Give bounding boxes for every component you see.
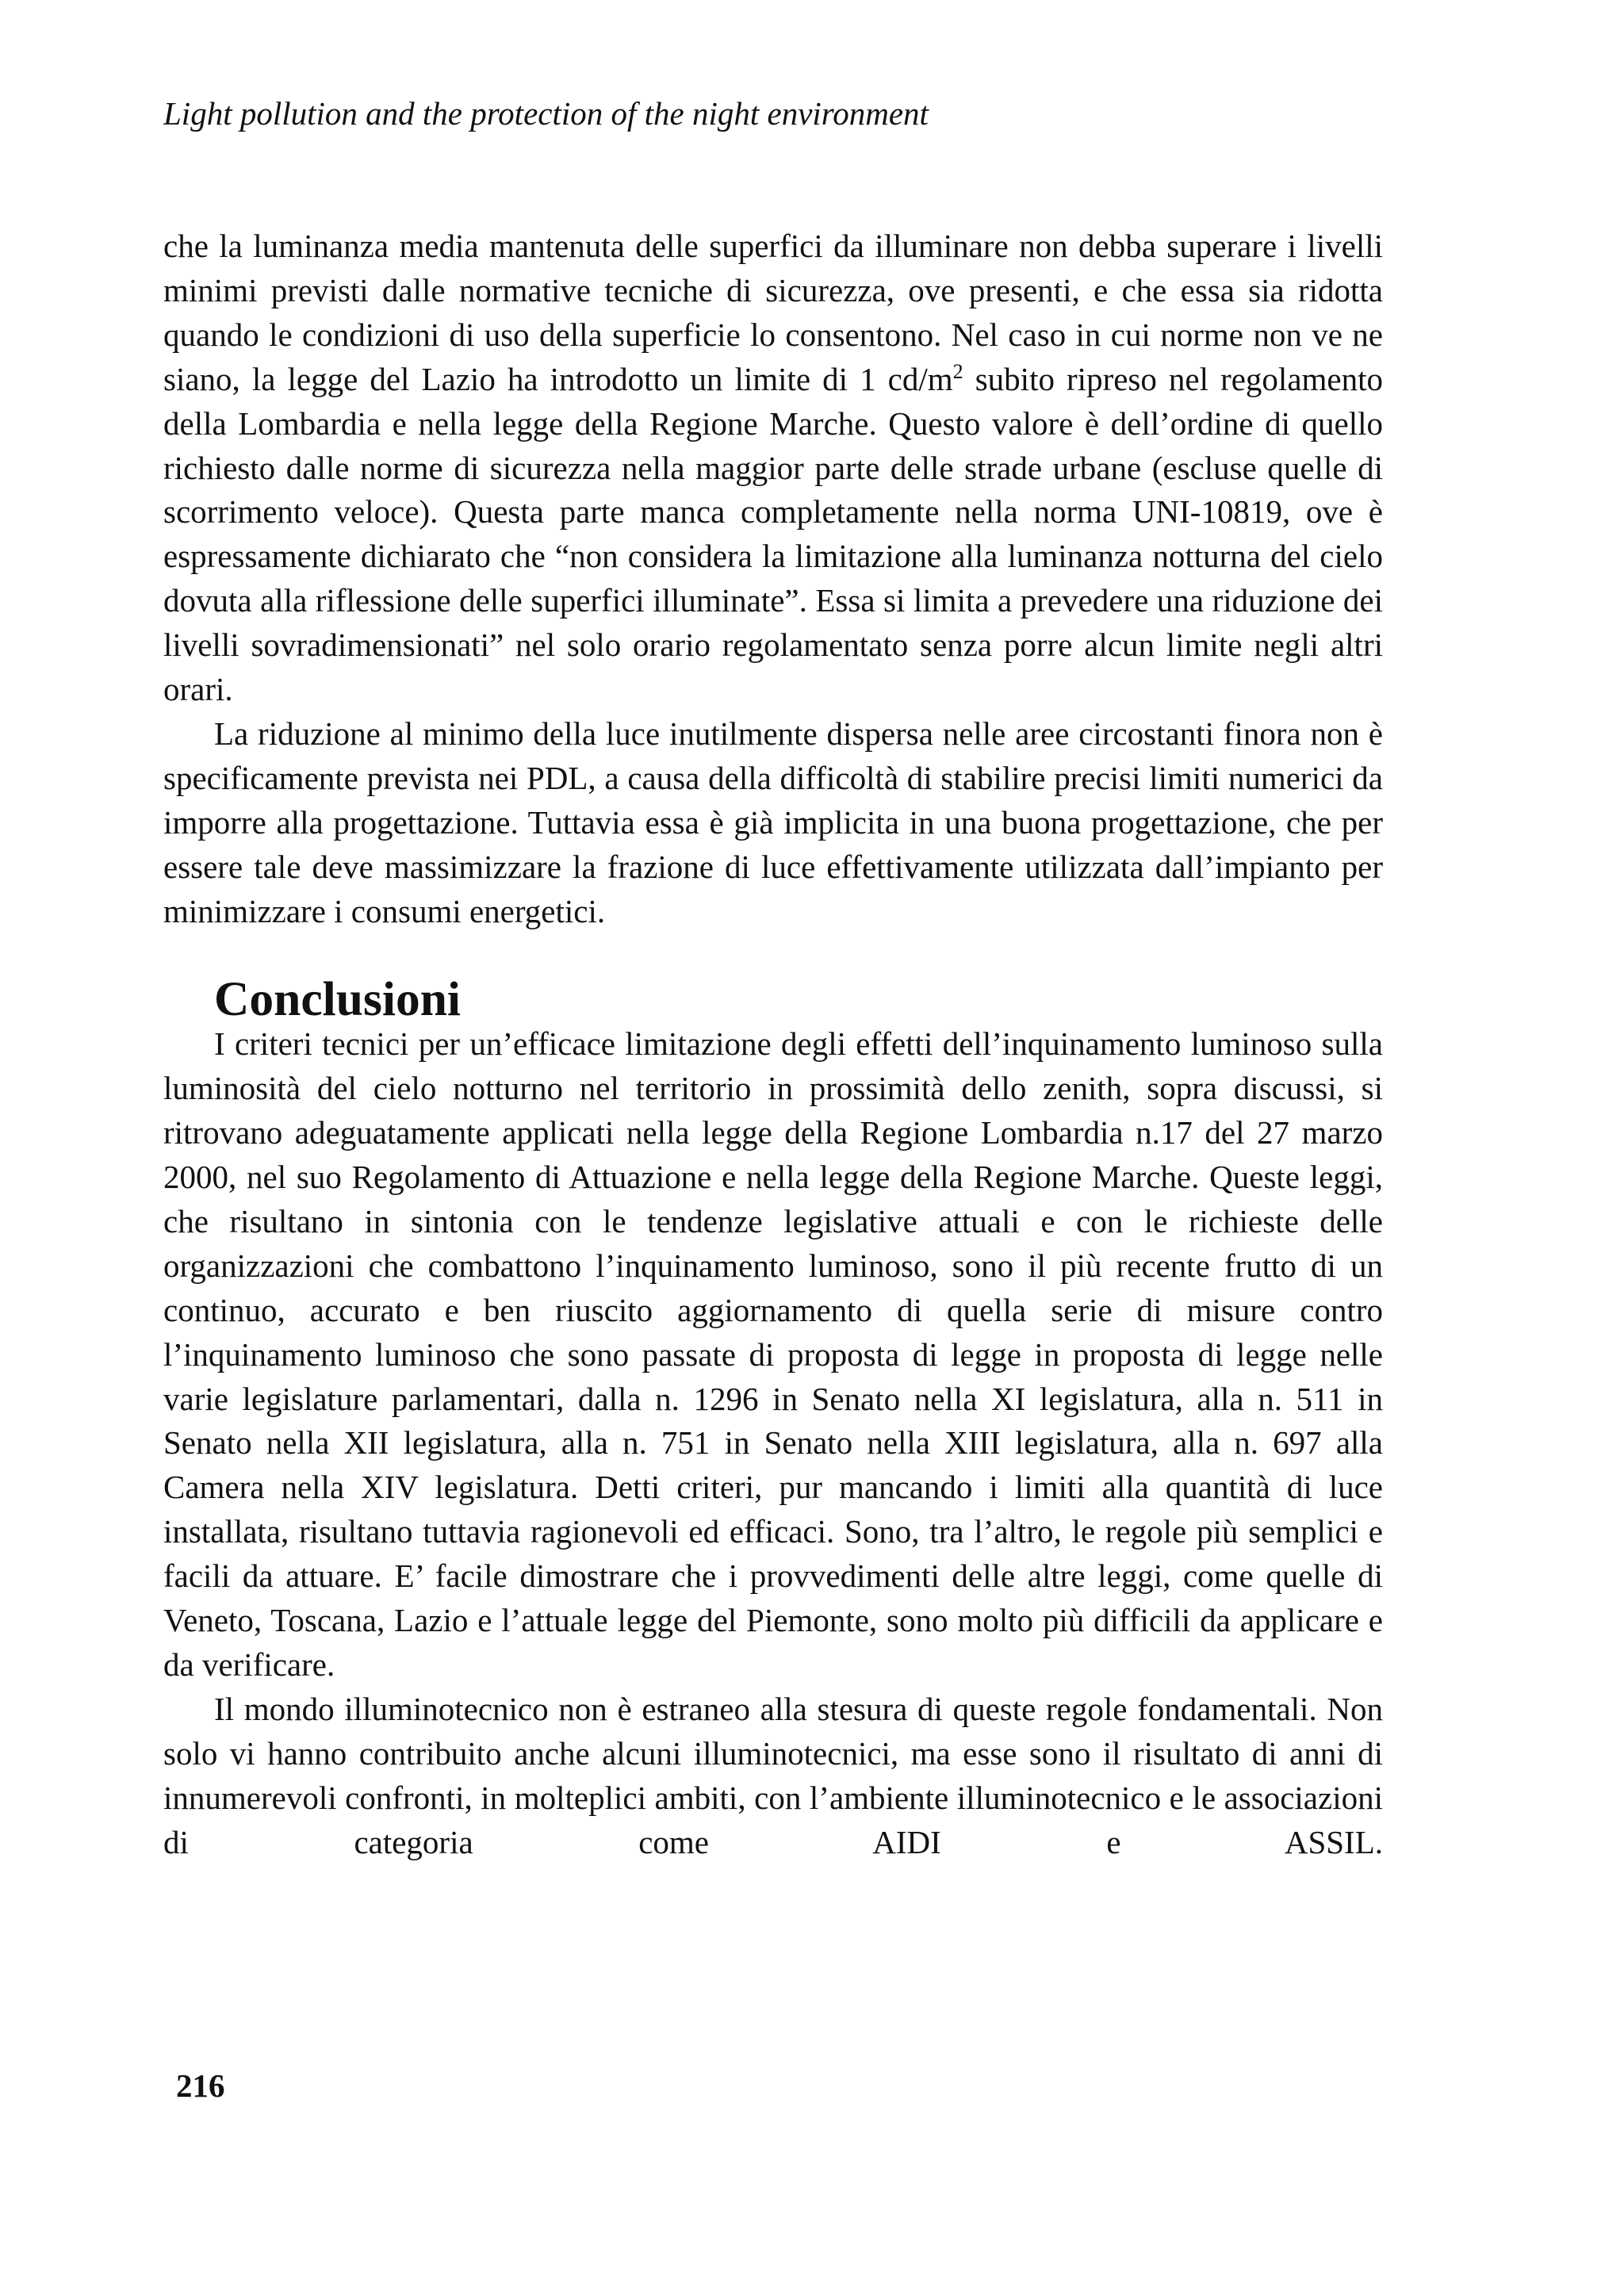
paragraph-luminance-limits — [163, 224, 1383, 712]
paragraph-conclusions: I criteri tecnici per un’efficace limitazione degli effetti dell’inquinamento luminoso sulla luminosità del cielo notturno nel territorio in prossimità dello zenith, sopra discussi, si ritrovano adeguatamente applicati nella legge della Regione Lombardia n.17 del 27 marzo 2000, nel suo Regolamento di Attuazione e nella legge della Regione Marche. Queste leggi, che risultano in sintonia con le tendenze legislative attuali e con le richieste delle organizzazioni che combattono l’inquinamento luminoso, sono il più recente frutto di un continuo, accurato e ben riuscito aggiornamento di quella serie di misure contro l’inquinamento luminoso che sono passate di proposta di legge in proposta di legge nelle varie legislature parlamentari, dalla n. 1296 in Senato nella XI legislatura, alla n. 511 in Senato nella XII legislatura, alla n. 751 in Senato nella XIII legislatura, alla n. 697 alla Camera nella XIV legislatura. Detti criteri, pur mancando i limiti alla quantità di luce installata, risultano tuttavia ragionevoli ed efficaci. Sono, tra l’altro, le regole più semplici e facili da attuare. E’ facile dimostrare che i provvedimenti delle altre leggi, come quelle di Veneto, Toscana, Lazio e l’attuale legge del Piemonte, sono molto più difficili da applicare e da verificare. — [163, 1025, 1383, 1683]
section-heading: Conclusioni — [214, 972, 462, 1027]
body-text — [163, 224, 1383, 1865]
section-spacer — [163, 934, 1383, 979]
page-number: 216 — [176, 2067, 225, 2104]
paragraph-dispersed-light: La riduzione al minimo della luce inutilmente dispersa nelle aree circostanti finora non è specificamente prevista nei PDL, a causa della difficoltà di stabilire precisi limiti numerici da imporre alla progettazione. Tuttavia essa è già implicita in una buona progettazione, che per essere tale deve massimizzare la frazione di luce effettivamente utilizzata dall’impianto per minimizzare i consumi energetici. — [163, 715, 1383, 929]
paragraph-text: che la luminanza media mantenuta delle superfici da illuminare non debba superare i livelli minimi previsti dalle normative tecniche di sicurezza, ove presenti, e che essa sia ridotta quando le condizioni di uso della superficie lo consentono. Nel caso in cui norme non ve ne siano, la legge del Lazio ha introdotto un limite di 1 cd/m — [163, 228, 1383, 397]
superscript-exponent: 2 — [952, 359, 963, 383]
paragraph-text: subito ripreso nel regolamento della Lombardia e nella legge della Regione Marche. Questo valore è dell’ordine di quello richiesto dalle norme di sicurezza nella maggior parte delle strade urbane (escluse quelle di scorrimento veloce). Questa parte manca completamente nella norma UNI-10819, ove è espressamente dichiarato che “non considera la limitazione alla luminanza notturna del cielo dovuta alla riflessione delle superfici illuminate”. Essa si limita a prevedere una riduzione dei livelli sovradimensionati” nel solo orario regolamentato senza porre alcun limite negli altri orari. — [163, 360, 1383, 708]
running-header: Light pollution and the protection of the night environment — [163, 95, 929, 132]
paragraph-lighting-world: Il mondo illuminotecnico non è estraneo alla stesura di queste regole fondamentali. Non solo vi hanno contribuito anche alcuni illuminotecnici, ma esse sono il risultato di anni di innumerevoli confronti, in molteplici ambiti, con l’ambiente illuminotecnico e le associazioni di categoria come AIDI e ASSIL. — [163, 1690, 1383, 1860]
